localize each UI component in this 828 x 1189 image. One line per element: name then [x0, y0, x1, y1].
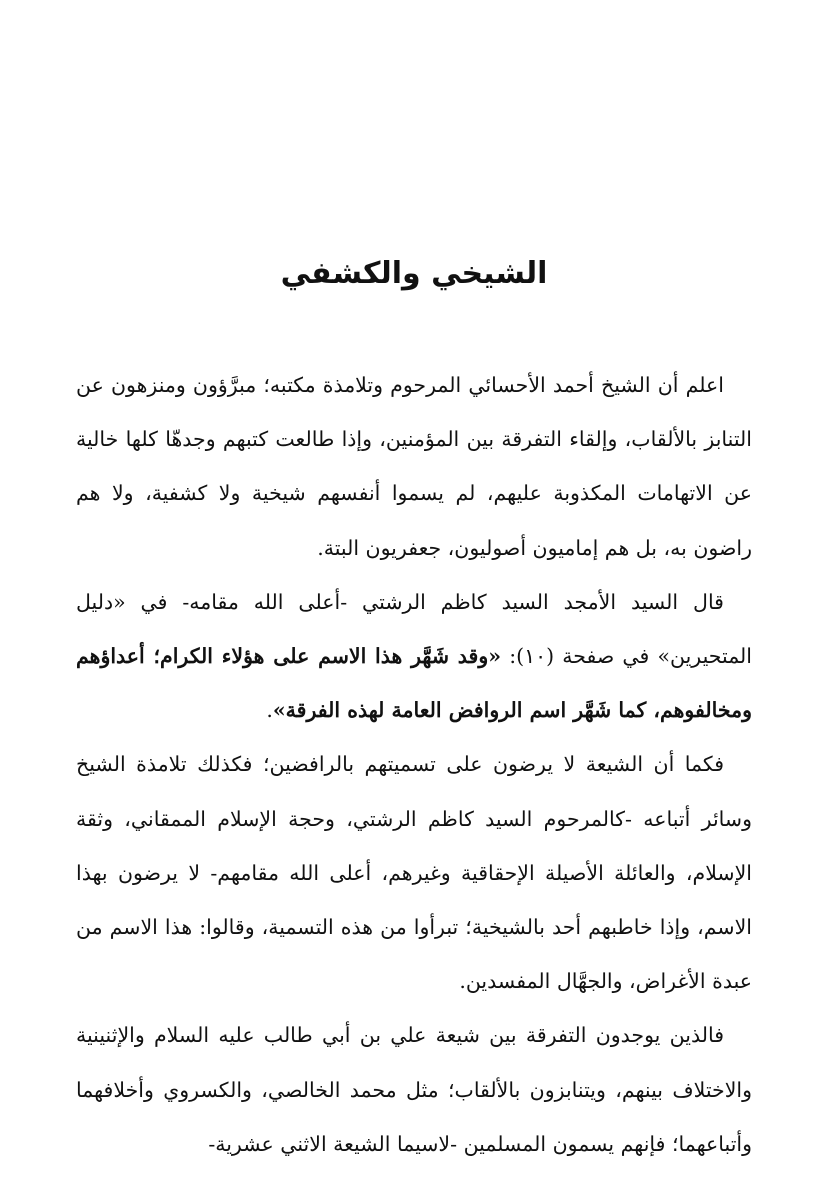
page-title: الشيخي والكشفي	[280, 256, 548, 291]
paragraph-4: فالذين يوجدون التفرقة بين شيعة علي بن أبي طالب عليه السلام والإثنينية والاختلاف بينهم، ويتنابزون بالألقاب؛ مثل محمد الخالصي، والكسروي وأخلافهما وأتباعهما؛ فإنهم يسمون المسلمين -لاسيما الشيعة الاثني عشرية-	[76, 1023, 752, 1156]
paragraph-3: فكما أن الشيعة لا يرضون على تسميتهم بالرافضين؛ فكذلك تلامذة الشيخ وسائر أتباعه -كالمرحوم السيد كاظم الرشتي، وحجة الإسلام الممقاني، وثقة الإسلام، والعائلة الأصيلة الإحقاقية وغيرهم، أعلى الله مقامهم- لا يرضون بهذا الاسم، وإذا خاطبهم أحد بالشيخية؛ تبرأوا من هذه التسمية، وقالوا: هذا الاسم من عبدة الأغراض، والجهَّال المفسدين.	[76, 752, 752, 994]
paragraph-2-intro: قال السيد الأمجد السيد كاظم الرشتي -أعلى الله مقامه- في «دليل المتحيرين» في صفحة (١٠):	[76, 589, 753, 669]
paragraph-2-end: .	[266, 698, 273, 723]
document-body	[76, 358, 752, 1171]
paragraph-1: اعلم أن الشيخ أحمد الأحسائي المرحوم وتلامذة مكتبه؛ مبرَّؤون ومنزهون عن التنابز بالألقاب، وإلقاء التفرقة بين المؤمنين، وإذا طالعت كتبهم وجدهّا كلها خالية عن الاتهامات المكذوبة عليهم، لم يسموا أنفسهم شيخية ولا كشفية، ولا هم راضون به، بل هم إماميون أصوليون، جعفريون البتة.	[76, 373, 752, 560]
paragraph-2	[76, 575, 752, 738]
bold-quotation: «وقد شَهَّر هذا الاسم على هؤلاء الكرام؛ أعداؤهم ومخالفوهم، كما شَهَّر اسم الروافض العامة لهذه الفرقة»	[76, 644, 752, 723]
